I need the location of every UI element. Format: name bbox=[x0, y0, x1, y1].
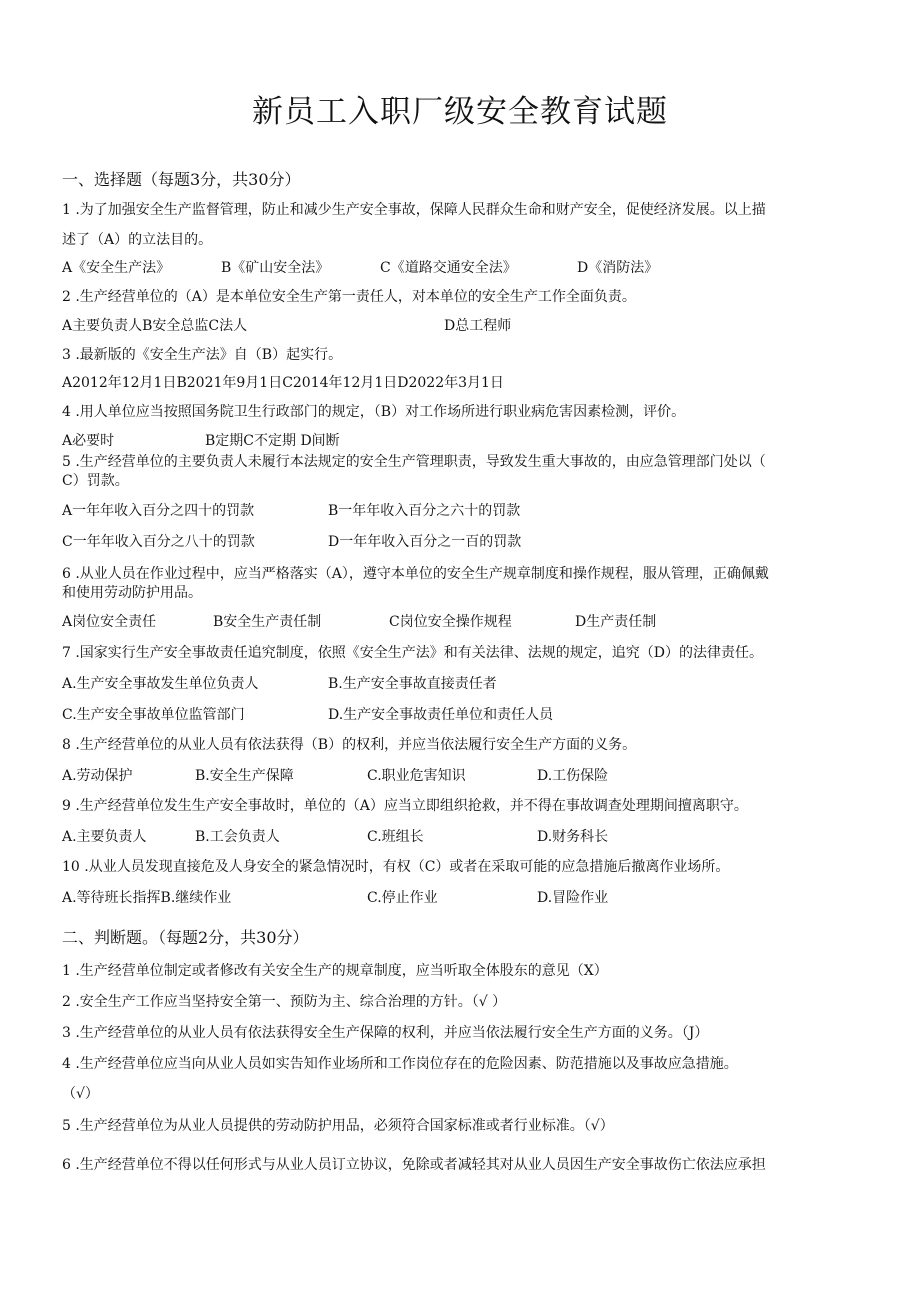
judgement-2: 2 .安全生产工作应当坚持安全第一、预防为主、综合治理的方针。（√ ） bbox=[62, 994, 507, 1010]
question-7-option-d: D.生产安全事故责任单位和责任人员 bbox=[328, 707, 554, 723]
judgement-5: 5 .生产经营单位为从业人员提供的劳动防护用品，必须符合国家标准或者行业标准。（√） bbox=[62, 1118, 614, 1134]
question-8-option-b: B.安全生产保障 bbox=[195, 768, 294, 784]
question-2-options-abc: A主要负责人B安全总监C法人 bbox=[62, 318, 248, 334]
judgement-1: 1 .生产经营单位制定或者修改有关安全生产的规章制度，应当听取全体股东的意见（X） bbox=[62, 963, 608, 979]
question-10-option-d: D.冒险作业 bbox=[537, 890, 609, 906]
question-7-option-b: B.生产安全事故直接责任者 bbox=[328, 676, 497, 692]
question-6-line-1: 6 .从业人员在作业过程中，应当严格落实（A），遵守本单位的安全生产规章制度和操作规程，服从管理，正确佩戴 bbox=[62, 566, 769, 582]
question-6-option-c: C岗位安全操作规程 bbox=[389, 614, 512, 630]
question-4-option-a: A必要时 bbox=[62, 433, 115, 449]
question-8-option-d: D.工伤保险 bbox=[537, 768, 609, 784]
question-7: 7 .国家实行生产安全事故责任追究制度，依照《安全生产法》和有关法律、法规的规定，追究（D）的法律责任。 bbox=[62, 645, 764, 661]
question-5-option-d: D一年年收入百分之一百的罚款 bbox=[328, 534, 522, 550]
question-5-option-c: C一年年收入百分之八十的罚款 bbox=[62, 534, 255, 550]
section-heading-judgement: 二、判断题。（每题2分，共30分） bbox=[62, 928, 309, 947]
question-6-line-2: 和使用劳动防护用品。 bbox=[62, 585, 202, 601]
section-heading-choice: 一、选择题（每题3分，共30分） bbox=[62, 170, 301, 189]
question-2: 2 .生产经营单位的（A）是本单位安全生产第一责任人，对本单位的安全生产工作全面负责。 bbox=[62, 289, 636, 305]
page-title: 新员工入职厂级安全教育试题 bbox=[252, 94, 668, 130]
question-5-line-2: C）罚款。 bbox=[62, 473, 129, 489]
question-6-option-b: B安全生产责任制 bbox=[213, 614, 322, 630]
question-1-line-1: 1 .为了加强安全生产监督管理，防止和减少生产安全事故，保障人民群众生命和财产安全，促使经济发展。以上描 bbox=[62, 202, 766, 218]
judgement-6: 6 .生产经营单位不得以任何形式与从业人员订立协议，免除或者减轻其对从业人员因生产安全事故伤亡依法应承担 bbox=[62, 1157, 766, 1173]
judgement-3: 3 .生产经营单位的从业人员有依法获得安全生产保障的权利，并应当依法履行安全生产方面的义务。（J） bbox=[62, 1025, 709, 1041]
question-3: 3 .最新版的《安全生产法》自（B）起实行。 bbox=[62, 347, 343, 363]
question-5-option-b: B一年年收入百分之六十的罚款 bbox=[328, 503, 521, 519]
question-6-option-d: D生产责任制 bbox=[575, 614, 657, 630]
question-9-option-d: D.财务科长 bbox=[537, 829, 609, 845]
question-1-option-a: A《安全生产法》 bbox=[62, 260, 171, 276]
question-3-options: A2012年12月1日B2021年9月1日C2014年12月1日D2022年3月1日 bbox=[62, 375, 504, 391]
question-5-option-a: A一年年收入百分之四十的罚款 bbox=[62, 503, 255, 519]
question-7-option-c: C.生产安全事故单位监管部门 bbox=[62, 707, 245, 723]
question-4-options-bcd: B定期C不定期 D间断 bbox=[205, 433, 340, 449]
question-10: 10 .从业人员发现直接危及人身安全的紧急情况时，有权（C）或者在采取可能的应急措施后撤离作业场所。 bbox=[62, 859, 730, 875]
judgement-4-line-1: 4 .生产经营单位应当向从业人员如实告知作业场所和工作岗位存在的危险因素、防范措施以及事故应急措施。 bbox=[62, 1056, 738, 1072]
question-4: 4 .用人单位应当按照国务院卫生行政部门的规定，（B）对工作场所进行职业病危害因素检测，评价。 bbox=[62, 404, 686, 420]
question-8-option-c: C.职业危害知识 bbox=[367, 768, 466, 784]
question-10-option-c: C.停止作业 bbox=[367, 890, 438, 906]
question-9: 9 .生产经营单位发生生产安全事故时，单位的（A）应当立即组织抢救，并不得在事故调查处理期间擅离职守。 bbox=[62, 798, 748, 814]
judgement-4-line-2: （√） bbox=[62, 1086, 99, 1102]
question-5-line-1: 5 .生产经营单位的主要负责人未履行本法规定的安全生产管理职责，导致发生重大事故的，由应急管理部门处以（ bbox=[62, 454, 766, 470]
question-9-option-b: B.工会负责人 bbox=[195, 829, 280, 845]
question-1-option-b: B《矿山安全法》 bbox=[221, 260, 330, 276]
question-2-option-d: D总工程师 bbox=[444, 318, 512, 334]
question-1-option-c: C《道路交通安全法》 bbox=[380, 260, 517, 276]
question-1-option-d: D《消防法》 bbox=[577, 260, 659, 276]
question-10-options-ab: A.等待班长指挥B.继续作业 bbox=[62, 890, 232, 906]
question-9-option-a: A.主要负责人 bbox=[62, 829, 147, 845]
question-7-option-a: A.生产安全事故发生单位负责人 bbox=[62, 676, 259, 692]
question-9-option-c: C.班组长 bbox=[367, 829, 424, 845]
question-1-line-2: 述了（A）的立法目的。 bbox=[62, 232, 213, 248]
question-8-option-a: A.劳动保护 bbox=[62, 768, 133, 784]
question-8: 8 .生产经营单位的从业人员有依法获得（B）的权利，并应当依法履行安全生产方面的义务。 bbox=[62, 737, 637, 753]
question-6-option-a: A岗位安全责任 bbox=[62, 614, 157, 630]
